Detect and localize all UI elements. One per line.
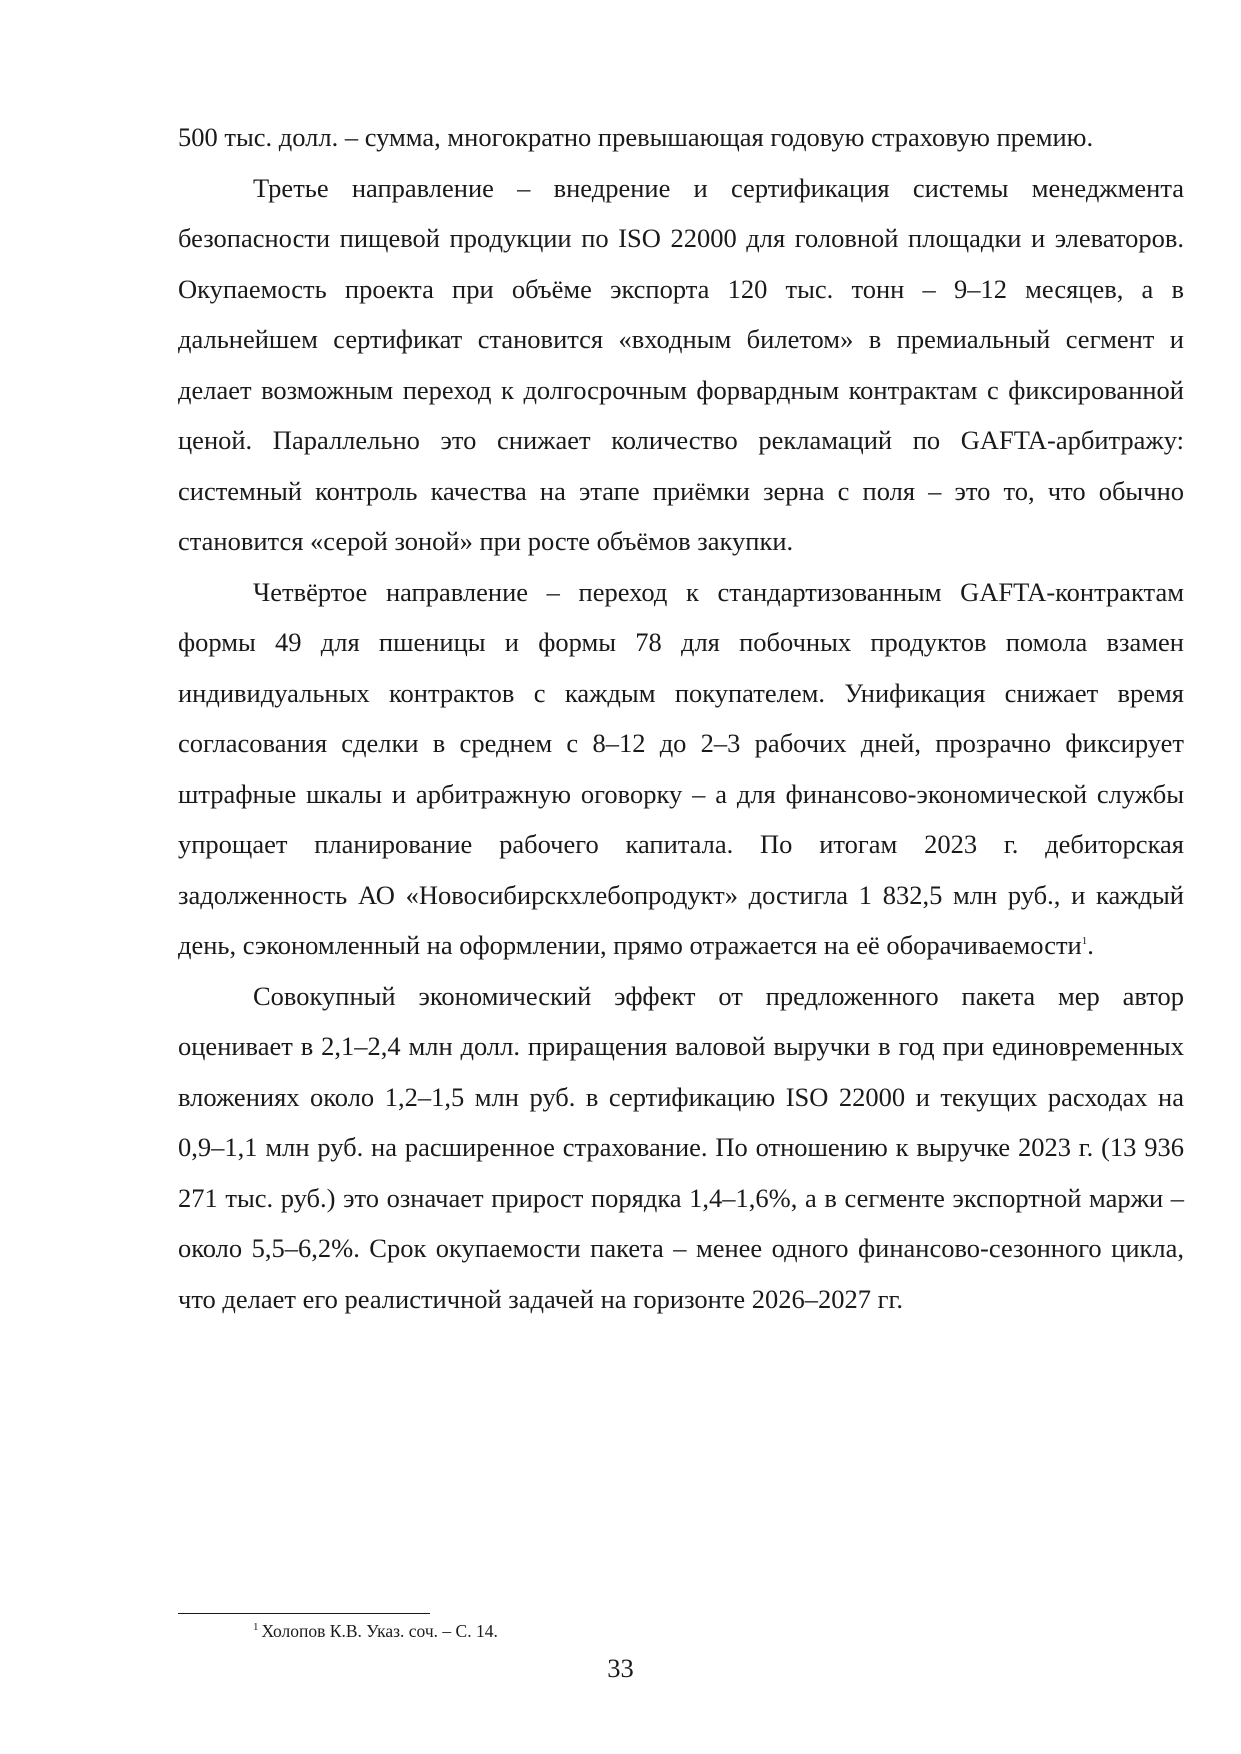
- footnote: [253, 1620, 498, 1642]
- footnote-text: Холопов К.В. Указ. соч. – С. 14.: [261, 1621, 498, 1641]
- paragraph-1-text: 500 тыс. долл. – сумма, многократно превышающая годовую страховую премию.: [178, 122, 1094, 152]
- paragraph-3-tail: .: [1087, 930, 1094, 960]
- paragraph-3: [178, 567, 1184, 971]
- paragraph-4-text: Совокупный экономический эффект от предложенного пакета мер автор оценивает в 2,1–2,4 млн долл. приращения валовой выручки в год при единовременных вложениях около 1,2–1,5 млн руб. в сертификацию ISO 22000 и текущих расходах на 0,9–1,1 млн руб. на расширенное страхование. По отношению к выручке 2023 г. (13 936 271 тыс. руб.) это означает прирост порядка 1,4–1,6%, а в сегменте экспортной маржи – около 5,5–6,2%. Срок окупаемости пакета – менее одного финансово-сезонного цикла, что делает его реалистичной задачей на горизонте 2026–2027 гг.: [178, 980, 1184, 1314]
- paragraph-1: [178, 112, 1184, 163]
- footnote-reference[interactable]: 1: [1081, 935, 1088, 948]
- paragraph-2-text: Третье направление – внедрение и сертификация системы менеджмента безопасности пищевой продукции по ISO 22000 для головной площадки и элеваторов. Окупаемость проекта при объёме экспорта 120 тыс. тонн – 9–12 месяцев, а в дальнейшем сертификат становится «входным билетом» в премиальный сегмент и делает возможным переход к долгосрочным форвардным контрактам с фиксированной ценой. Параллельно это снижает количество рекламаций по GAFTA-арбитражу: системный контроль качества на этапе приёмки зерна с поля – это то, что обычно становится «серой зоной» при росте объёмов закупки.: [178, 172, 1184, 556]
- paragraph-2: [178, 163, 1184, 567]
- footnote-separator: [178, 1613, 430, 1614]
- body-text: [178, 112, 1184, 1324]
- paragraph-3-text: Четвёртое направление – переход к стандартизованным GAFTA-контрактам формы 49 для пшеницы и формы 78 для побочных продуктов помола взамен индивидуальных контрактов с каждым покупателем. Унификация снижает время согласования сделки в среднем с 8–12 до 2–3 рабочих дней, прозрачно фиксирует штрафные шкалы и арбитражную оговорку – а для финансово-экономической службы упрощает планирование рабочего капитала. По итогам 2023 г. дебиторская задолженность АО «Новосибирскхлебопродукт» достигла 1 832,5 млн руб., и каждый день, сэкономленный на оформлении, прямо отражается на её оборачиваемости: [178, 576, 1184, 960]
- footnote-number: 1: [253, 1621, 259, 1634]
- paragraph-4: [178, 971, 1184, 1325]
- page-number: 33: [607, 1653, 634, 1683]
